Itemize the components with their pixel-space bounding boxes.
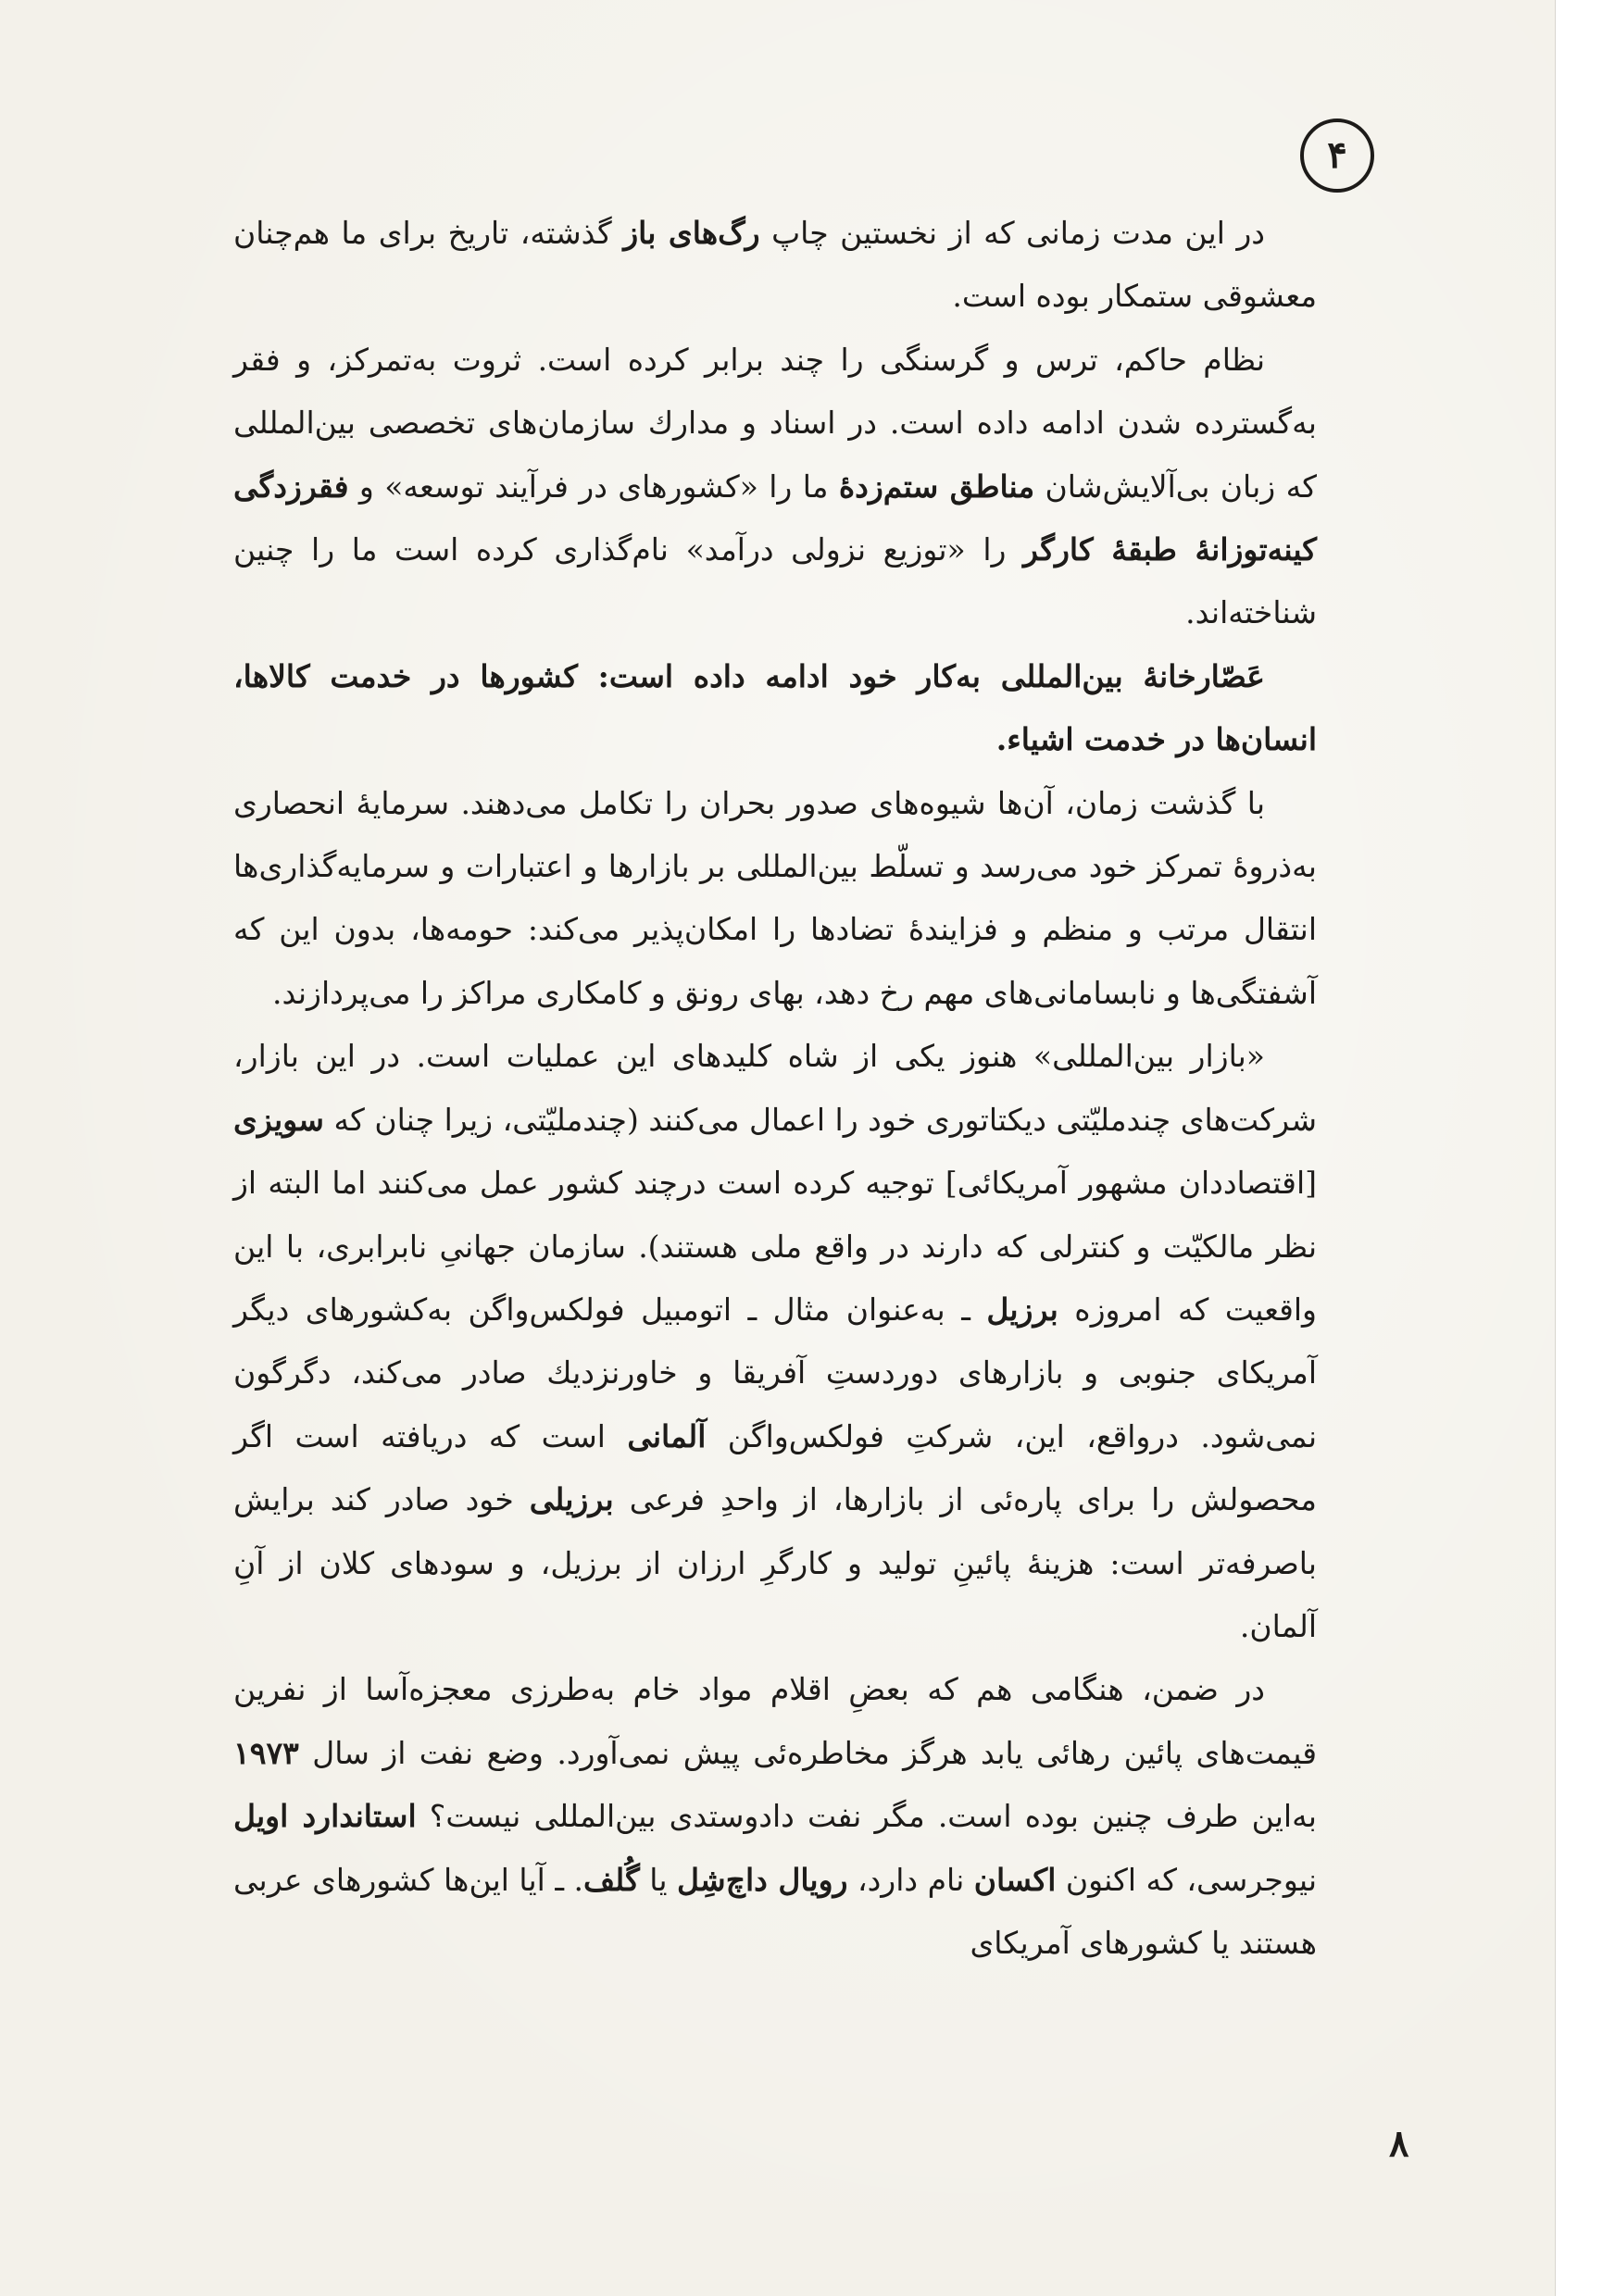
text-run: ما را «کشورهای در فرآیند توسعه» و [348,468,839,505]
bold-text: استاندارد اویل [233,1798,417,1835]
bold-text: برزیلی [529,1481,614,1518]
paragraph [233,1025,1317,1658]
text-run: را «توزیع نزولی درآمد» نام‌گذاری کرده است ما را چنین شناخته‌اند. [233,531,1317,631]
text-run: خود صادر کند برایش باصرفه‌تر است: هزینهٔ پائینِ تولید و کارگرِ ارزان از برزیل، و سودهای کلان از آنِ آلمان. [233,1481,1317,1644]
text-run: گذشته، تاریخ برای ما هم‌چنان معشوقی ستمکار بوده است. [233,215,1317,315]
text-run: در ضمن، هنگامی هم که بعضِ اقلام مواد خام به‌طرزی معجزه‌آسا از نفرین قیمت‌های پائین رهائی یابد هرگز مخاطره‌ئی پیش نمی‌آورد. وضع نفت از سال [233,1671,1317,1771]
body-text [233,202,1317,1975]
bold-text: گُلف [583,1861,640,1898]
bold-text: آلمانی [627,1417,707,1454]
circled-number-text: ۴ [1327,133,1347,177]
bold-text: رویال داچ‌شِل [677,1861,848,1898]
bold-text: عَصّارخانهٔ بین‌المللی به‌کار خود ادامه داده است: کشورها در خدمت کالاها، انسان‌ها در خدمت اشیاء. [233,657,1317,758]
bold-text: ۱۹۷۳ [233,1734,299,1771]
text-run: است که دریافته است اگر محصولش را برای پاره‌ئی از بازارها، از واحدِ فرعی [233,1417,1317,1518]
paragraph [233,1658,1317,1975]
bold-text: مناطق ستم‌زدهٔ [838,468,1035,505]
paragraph [233,645,1317,772]
bold-text: رگ‌های باز [623,215,760,251]
paragraph [233,772,1317,1026]
bold-text: سویزی [233,1101,324,1138]
text-run: با گذشت زمان، آن‌ها شیوه‌های صدور بحران را تکامل می‌دهند. سرمایهٔ انحصاری به‌ذروهٔ تمرکز خود می‌رسد و تسلّط بین‌المللی بر بازارها و اعتبارات و سرمایه‌گذاری‌ها انتقال مرتب و منظم و فزایندهٔ تضادها را امکان‌پذیر می‌کند: حومه‌ها، بدون این که آشفتگی‌ها و نابسامانی‌های مهم رخ دهد، بهای رونق و کامکاری مراکز را می‌پردازند. [233,784,1317,1011]
page-edge [1555,0,1615,2296]
text-run: در این مدت زمانی که از نخستین چاپ [759,215,1265,251]
bold-text: فقرزدگی کینه‌توزانهٔ طبقهٔ کارگر [233,468,1317,568]
text-run: . ـ آیا این‌ها کشورهای عربی هستند یا کشورهای آمریکای [233,1861,1317,1961]
circled-section-number [1300,119,1374,193]
paragraph [233,202,1317,329]
text-run: «بازار بین‌المللی» هنوز یکی از شاه کلیدهای این عملیات است. در این بازار، شرکت‌های چندملیّتی دیکتاتوری خود را اعمال می‌کنند (چندملیّتی، زیرا چنان که [233,1038,1317,1138]
paragraph [233,329,1317,645]
text-run: به‌این طرف چنین بوده است. مگر نفت دادوستدی بین‌المللی نیست؟ [416,1798,1317,1835]
text-run: نام دارد، [847,1861,974,1898]
text-run: [اقتصاددان مشهور آمریکائی] توجیه کرده است درچند کشور عمل می‌کنند اما البته از نظر مالکیّت و کنترلی که دارند در واقع ملی هستند). سازمان جهانیِ نابرابری، با این واقعیت که امروزه [233,1165,1317,1328]
text-run: نیوجرسی، که اکنون [1056,1861,1318,1898]
page-number: ۸ [1389,2122,1409,2165]
text-run: نظام حاکم، ترس و گرسنگی را چند برابر کرده است. ثروت به‌تمرکز، و فقر به‌گسترده شدن ادامه داده است. در اسناد و مدارك سازمان‌های تخصصی بین‌المللی که زبان بی‌آلایش‌شان [233,341,1317,505]
bold-text: برزیل [986,1291,1058,1328]
text-run: یا [639,1861,678,1898]
text-run: ـ به‌عنوان مثال ـ اتومبیل فولکس‌واگن به‌کشورهای دیگر آمریکای جنوبی و بازارهای دوردستِ آفریقا و خاورنزدیك صادر می‌کند، دگرگون نمی‌شود. درواقع، این، شرکتِ فولکس‌واگن [233,1291,1318,1454]
bold-text: اکسان [973,1861,1057,1898]
